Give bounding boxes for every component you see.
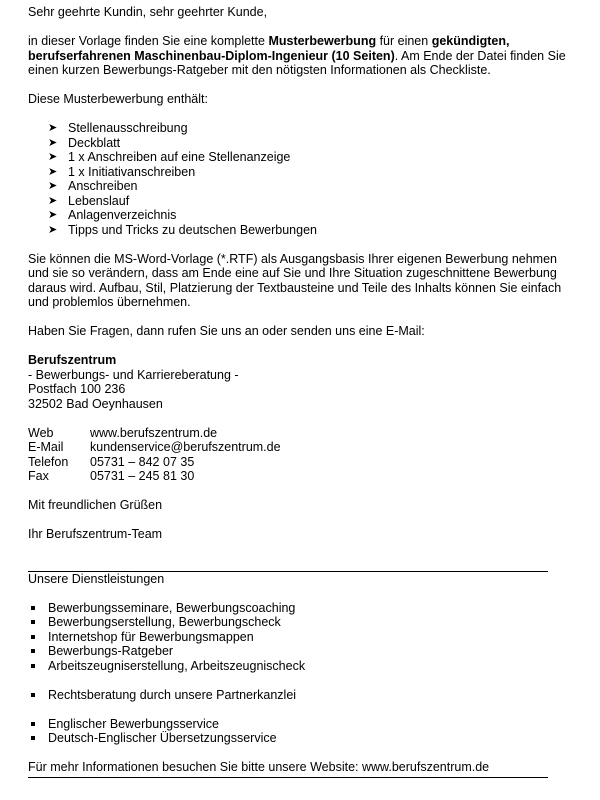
- contact-fax-value: 05731 – 245 81 30: [90, 469, 195, 483]
- arrow-bullet-icon: ➤: [48, 122, 58, 134]
- usage-paragraph: Sie können die MS-Word-Vorlage (*.RTF) als Ausgangsbasis Ihrer eigenen Bewerbung nehmen und sie so verändern, dass am Ende eine auf Sie und Ihre Situation zugeschnittene Bewerbung daraus wird. Aufbau, Stil, Platzierung der Textbausteine und Teile des Inhalts können Sie einfach und problemlos übernehmen.: [28, 251, 562, 309]
- contact-row-email: [28, 440, 576, 455]
- intro-text-3: . Am Ende der Datei finden Sie einen kurzen Bewerbungs-Ratgeber mit den nötigsten Informationen als Checkliste.: [28, 48, 566, 77]
- contact-table: [28, 426, 576, 484]
- company-city: 32502 Bad Oeynhausen: [28, 396, 163, 411]
- contact-web-link[interactable]: www.berufszentrum.de: [90, 425, 218, 440]
- list-item: ➤ Tipps und Tricks zu deutschen Bewerbungen: [48, 222, 317, 237]
- list-item: Bewerbungsseminare, Bewerbungscoaching: [28, 601, 576, 616]
- company-subtitle: - Bewerbungs- und Karriereberatung -: [28, 367, 239, 382]
- list-item: ➤ Anschreiben: [48, 179, 138, 193]
- square-bullet-icon: [31, 606, 35, 610]
- arrow-bullet-icon: ➤: [48, 223, 58, 236]
- contact-label: Web: [28, 425, 54, 440]
- contact-row-web: [28, 426, 576, 441]
- document-page: [28, 5, 576, 778]
- company-name: Berufszentrum: [28, 353, 117, 367]
- arrow-bullet-icon: ➤: [48, 209, 58, 221]
- contact-phone-value: 05731 – 842 07 35: [90, 454, 195, 469]
- contact-label: Telefon: [28, 454, 69, 469]
- list-item: Internetshop für Bewerbungsmappen: [28, 630, 576, 645]
- list-item: Arbeitszeugniserstellung, Arbeitszeugnischeck: [28, 659, 576, 674]
- services-list-group-2: [28, 688, 576, 703]
- intro-text-2: für einen: [376, 34, 432, 48]
- square-bullet-icon: [31, 722, 35, 726]
- contact-label: Fax: [28, 469, 49, 483]
- contact-row-phone: [28, 455, 576, 470]
- square-bullet-icon: [31, 736, 35, 740]
- contact-label: E-Mail: [28, 440, 64, 454]
- arrow-bullet-icon: ➤: [48, 151, 58, 163]
- services-list-group-3: [28, 717, 576, 746]
- list-item: ➤ Anlagenverzeichnis: [48, 208, 177, 222]
- list-item: ➤ Stellenausschreibung: [48, 121, 188, 135]
- intro-text-1: in dieser Vorlage finden Sie eine komplette: [28, 34, 269, 48]
- square-bullet-icon: [31, 635, 35, 639]
- list-item: ➤ 1 x Anschreiben auf eine Stellenanzeige: [48, 150, 291, 164]
- square-bullet-icon: [31, 649, 35, 653]
- company-address: [28, 353, 576, 411]
- intro-bold-1: Musterbewerbung: [268, 34, 377, 48]
- contents-heading: Diese Musterbewerbung enthält:: [28, 92, 208, 106]
- list-item: Englischer Bewerbungsservice: [28, 717, 576, 732]
- spacer: [28, 542, 576, 571]
- list-item: Bewerbungs-Ratgeber: [28, 644, 576, 659]
- intro-bold-2: gekündigten, berufserfahrenen Maschinenbau-Diplom-Ingenieur (10 Seiten): [28, 34, 510, 63]
- square-bullet-icon: [31, 664, 35, 668]
- arrow-bullet-icon: ➤: [48, 136, 58, 149]
- list-item: Deutsch-Englischer Übersetzungsservice: [28, 731, 576, 746]
- bottom-divider: [28, 777, 548, 778]
- list-item: Bewerbungserstellung, Bewerbungscheck: [28, 615, 576, 630]
- list-item: ➤ Lebenslauf: [48, 193, 130, 208]
- services-list-group-1: [28, 601, 576, 674]
- contact-email-link[interactable]: kundenservice@berufszentrum.de: [90, 440, 281, 454]
- list-item: ➤ Deckblatt: [48, 135, 121, 150]
- services-title: Unsere Dienstleistungen: [28, 571, 165, 586]
- company-po-box: Postfach 100 236: [28, 382, 126, 396]
- arrow-bullet-icon: ➤: [48, 165, 58, 178]
- footer-note: Für mehr Informationen besuchen Sie bitte unsere Website: www.berufszentrum.de: [28, 760, 490, 774]
- contents-list: [28, 121, 576, 237]
- square-bullet-icon: [31, 693, 35, 697]
- arrow-bullet-icon: ➤: [48, 180, 58, 192]
- salutation: Sehr geehrte Kundin, sehr geehrter Kunde,: [28, 5, 268, 19]
- contact-row-fax: [28, 469, 576, 484]
- list-item: ➤ 1 x Initiativanschreiben: [48, 164, 196, 179]
- closing: Mit freundlichen Grüßen: [28, 498, 163, 512]
- list-item: Rechtsberatung durch unsere Partnerkanzlei: [28, 688, 576, 703]
- signature: Ihr Berufszentrum-Team: [28, 527, 163, 541]
- questions-paragraph: Haben Sie Fragen, dann rufen Sie uns an oder senden uns eine E-Mail:: [28, 324, 425, 338]
- square-bullet-icon: [31, 620, 35, 624]
- arrow-bullet-icon: ➤: [48, 194, 58, 207]
- intro-paragraph: [28, 34, 576, 78]
